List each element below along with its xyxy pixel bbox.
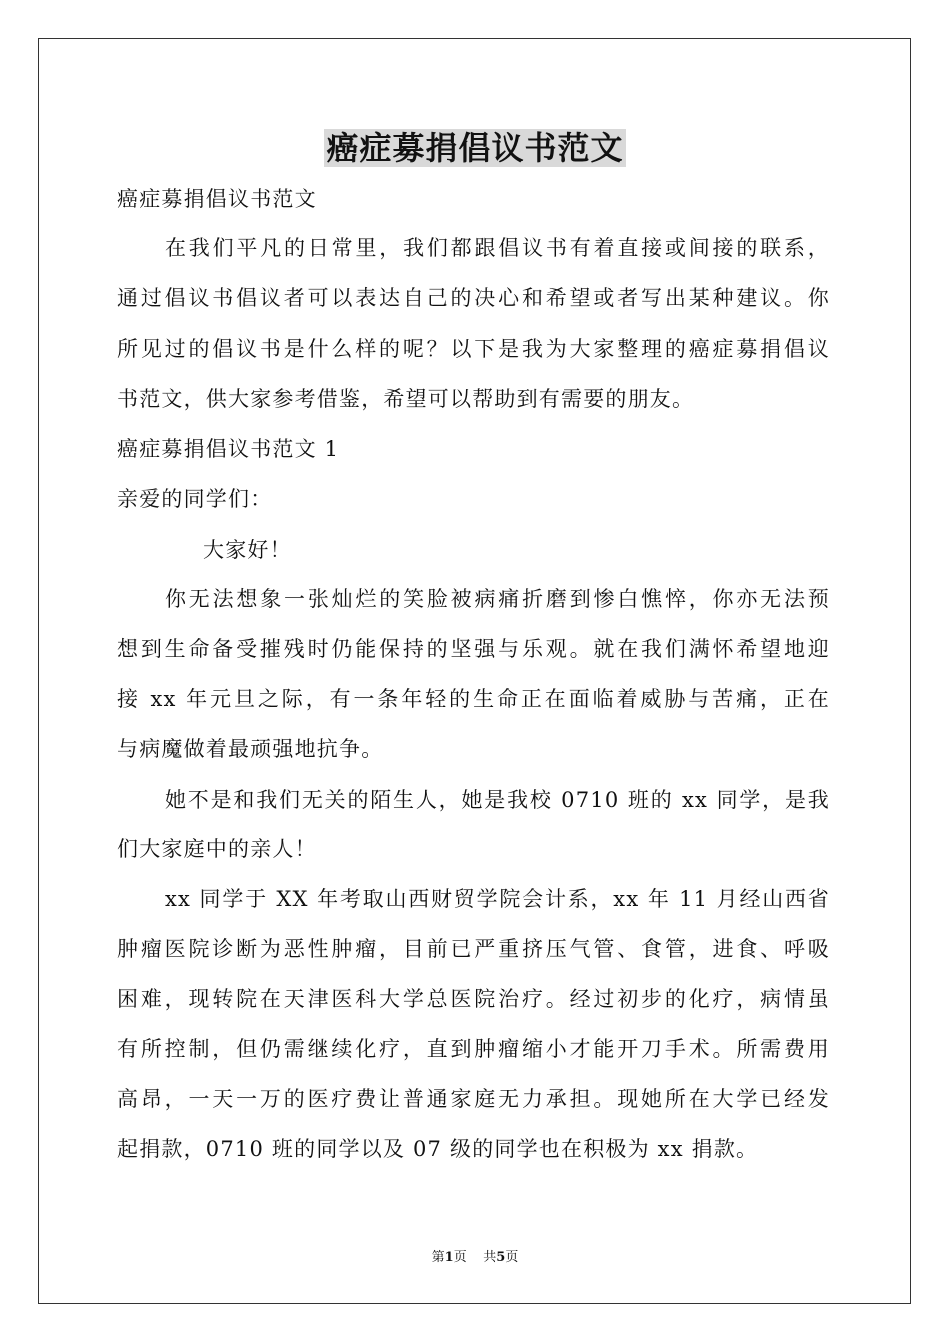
salutation: 亲爱的同学们： [117, 487, 273, 511]
total-prefix: 共 [483, 1250, 497, 1265]
paragraph-line: 与病魔做着最顽强地抗争。 [117, 737, 384, 761]
paragraph-line: xx 同学于 XX 年考取山西财贸学院会计系，xx 年 11 月经山西省 [165, 887, 830, 911]
total-page-number: 5 [496, 1250, 506, 1265]
page-footer [0, 1249, 950, 1267]
paragraph-line: 所见过的倡议书是什么样的呢？以下是我为大家整理的癌症募捐倡议 [117, 337, 830, 361]
paragraph-line: 高昂，一天一万的医疗费让普通家庭无力承担。现她所在大学已经发 [117, 1087, 830, 1111]
greeting: 大家好！ [203, 538, 292, 562]
page-border [38, 38, 911, 1304]
section-heading: 癌症募捐倡议书范文 1 [117, 437, 340, 461]
total-suffix: 页 [505, 1250, 519, 1265]
page-suffix: 页 [453, 1250, 467, 1265]
subtitle-line: 癌症募捐倡议书范文 [117, 187, 317, 211]
paragraph-line: 们大家庭中的亲人！ [117, 837, 317, 861]
paragraph-line: 她不是和我们无关的陌生人，她是我校 0710 班的 xx 同学，是我 [165, 788, 830, 812]
paragraph-line: 在我们平凡的日常里，我们都跟倡议书有着直接或间接的联系， [165, 236, 830, 260]
document-title [0, 124, 950, 172]
current-page-number: 1 [444, 1250, 454, 1265]
paragraph-line: 接 xx 年元旦之际，有一条年轻的生命正在面临着威胁与苦痛，正在 [117, 687, 830, 711]
paragraph-line: 想到生命备受摧残时仍能保持的坚强与乐观。就在我们满怀希望地迎 [117, 637, 830, 661]
paragraph-line: 困难，现转院在天津医科大学总医院治疗。经过初步的化疗，病情虽 [117, 987, 830, 1011]
page-prefix: 第 [431, 1250, 445, 1265]
paragraph-line: 通过倡议书倡议者可以表达自己的决心和希望或者写出某种建议。你 [117, 286, 830, 310]
paragraph-line: 有所控制，但仍需继续化疗，直到肿瘤缩小才能开刀手术。所需费用 [117, 1037, 830, 1061]
document-title-text: 癌症募捐倡议书范文 [326, 129, 624, 167]
paragraph-line: 书范文，供大家参考借鉴，希望可以帮助到有需要的朋友。 [117, 387, 695, 411]
paragraph-line: 肿瘤医院诊断为恶性肿瘤，目前已严重挤压气管、食管，进食、呼吸 [117, 937, 830, 961]
paragraph-line: 起捐款，0710 班的同学以及 07 级的同学也在积极为 xx 捐款。 [117, 1137, 759, 1161]
paragraph-line: 你无法想象一张灿烂的笑脸被病痛折磨到惨白憔悴，你亦无法预 [165, 587, 830, 611]
